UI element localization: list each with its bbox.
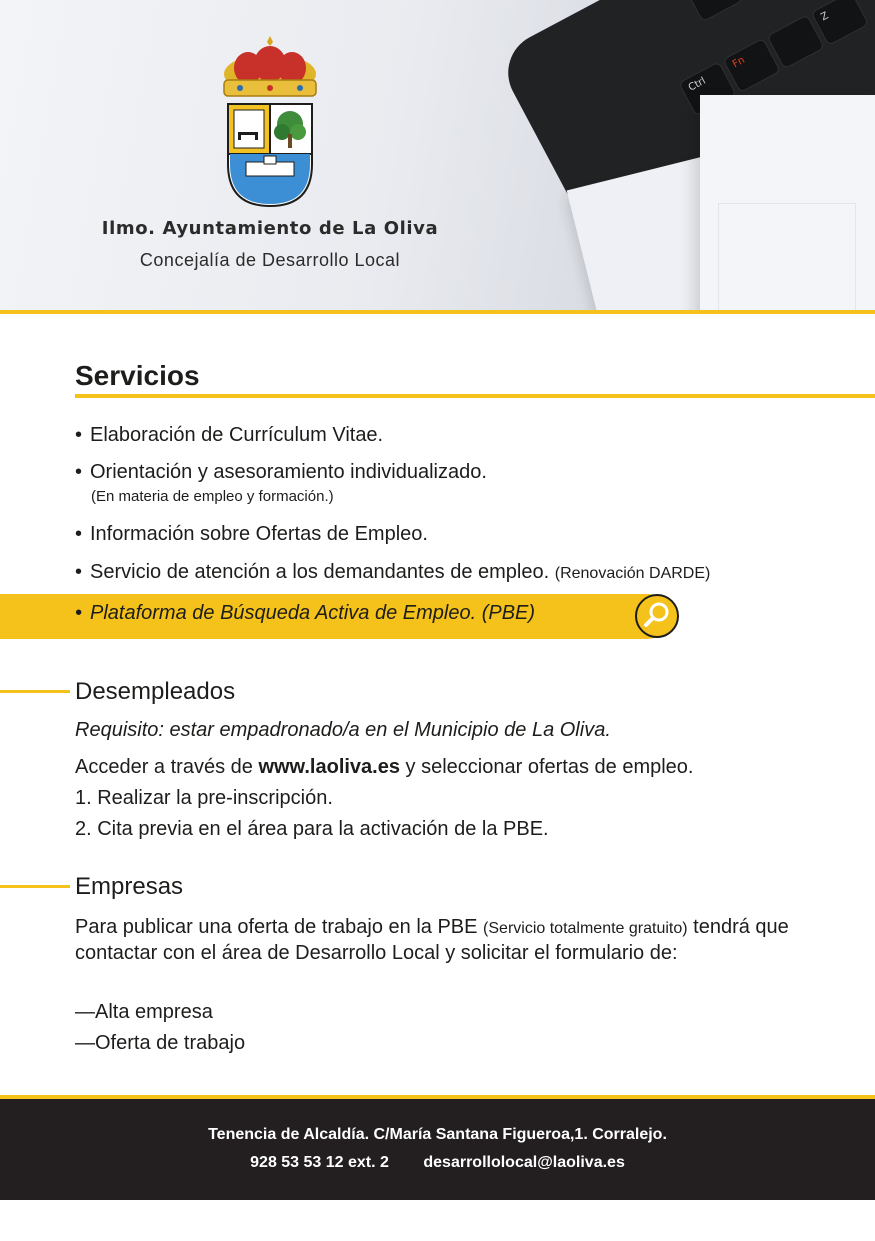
section-marker [0, 885, 70, 888]
footer-email[interactable]: desarrollolocal@laoliva.es [423, 1154, 625, 1171]
section-marker [0, 690, 70, 693]
dash-marker: — [75, 1001, 95, 1023]
access-text: Acceder a través de [75, 756, 253, 778]
list-item [75, 561, 710, 584]
key-label: Ctrl [686, 75, 708, 94]
magnifier-icon [637, 596, 677, 636]
bullet-marker: • [75, 561, 83, 583]
form-item-text: Alta empresa [95, 1001, 213, 1023]
bullet-marker: • [75, 424, 83, 446]
keyboard-key [685, 0, 743, 22]
requirement-text: Requisito: estar empadronado/a en el Municipio de La Oliva. [75, 719, 611, 741]
search-button[interactable] [635, 594, 679, 638]
access-text: y seleccionar ofertas de empleo. [405, 756, 694, 778]
footer-contact [0, 1154, 875, 1172]
bullet-marker: • [75, 461, 83, 483]
step-item: 2. Cita previa en el área para la activación de la PBE. [75, 818, 549, 840]
paragraph-text: Para publicar una oferta de trabajo en la PBE [75, 916, 478, 938]
footer-phone[interactable]: 928 53 53 12 ext. 2 [250, 1154, 389, 1171]
paragraph-text: tendrá que contactar con el área de Desarrollo Local y solicitar el formulario de: [75, 916, 789, 964]
footer [0, 1099, 875, 1200]
list-item-text: Orientación y asesoramiento individualizado. [90, 461, 487, 483]
dash-marker: — [75, 1032, 95, 1054]
website-link[interactable]: www.laoliva.es [258, 756, 400, 778]
section-title-desempleados: Desempleados [75, 678, 236, 705]
paper-frame [718, 203, 856, 310]
coat-of-arms-icon [218, 34, 322, 210]
list-item [75, 461, 487, 484]
form-item [75, 1001, 213, 1024]
form-item-text: Oferta de trabajo [95, 1032, 246, 1054]
key-label: Z [819, 10, 831, 24]
list-item-note: (Renovación DARDE) [554, 565, 711, 582]
pbe-link[interactable] [75, 602, 535, 625]
bullet-marker: • [75, 523, 83, 545]
list-item-text: Servicio de atención a los demandantes de empleo. [90, 561, 550, 583]
dept-name: Concejalía de Desarrollo Local [139, 250, 401, 270]
empresas-paragraph [75, 915, 815, 965]
section-title-empresas: Empresas [75, 873, 184, 900]
access-instructions [75, 756, 693, 779]
org-name: Ilmo. Ayuntamiento de La Oliva [101, 218, 439, 239]
list-item-note: (En materia de empleo y formación.) [91, 488, 334, 505]
paper-sheet [700, 95, 875, 310]
section-title-servicios: Servicios [75, 360, 200, 391]
list-item [75, 424, 383, 447]
header-banner [0, 0, 875, 310]
list-item-text: Información sobre Ofertas de Empleo. [90, 523, 428, 545]
header-divider [0, 310, 875, 314]
step-item: 1. Realizar la pre-inscripción. [75, 787, 333, 809]
paragraph-note: (Servicio totalmente gratuito) [483, 920, 688, 937]
form-item [75, 1032, 245, 1055]
bullet-marker: • [75, 602, 83, 624]
pbe-link-text: Plataforma de Búsqueda Activa de Empleo. (PBE) [90, 602, 536, 624]
list-item [75, 523, 428, 546]
list-item-text: Elaboración de Currículum Vitae. [90, 424, 384, 446]
section-divider [75, 394, 875, 398]
key-label: Fn [730, 54, 747, 71]
footer-address: Tenencia de Alcaldía. C/María Santana Figueroa,1. Corralejo. [208, 1126, 667, 1143]
